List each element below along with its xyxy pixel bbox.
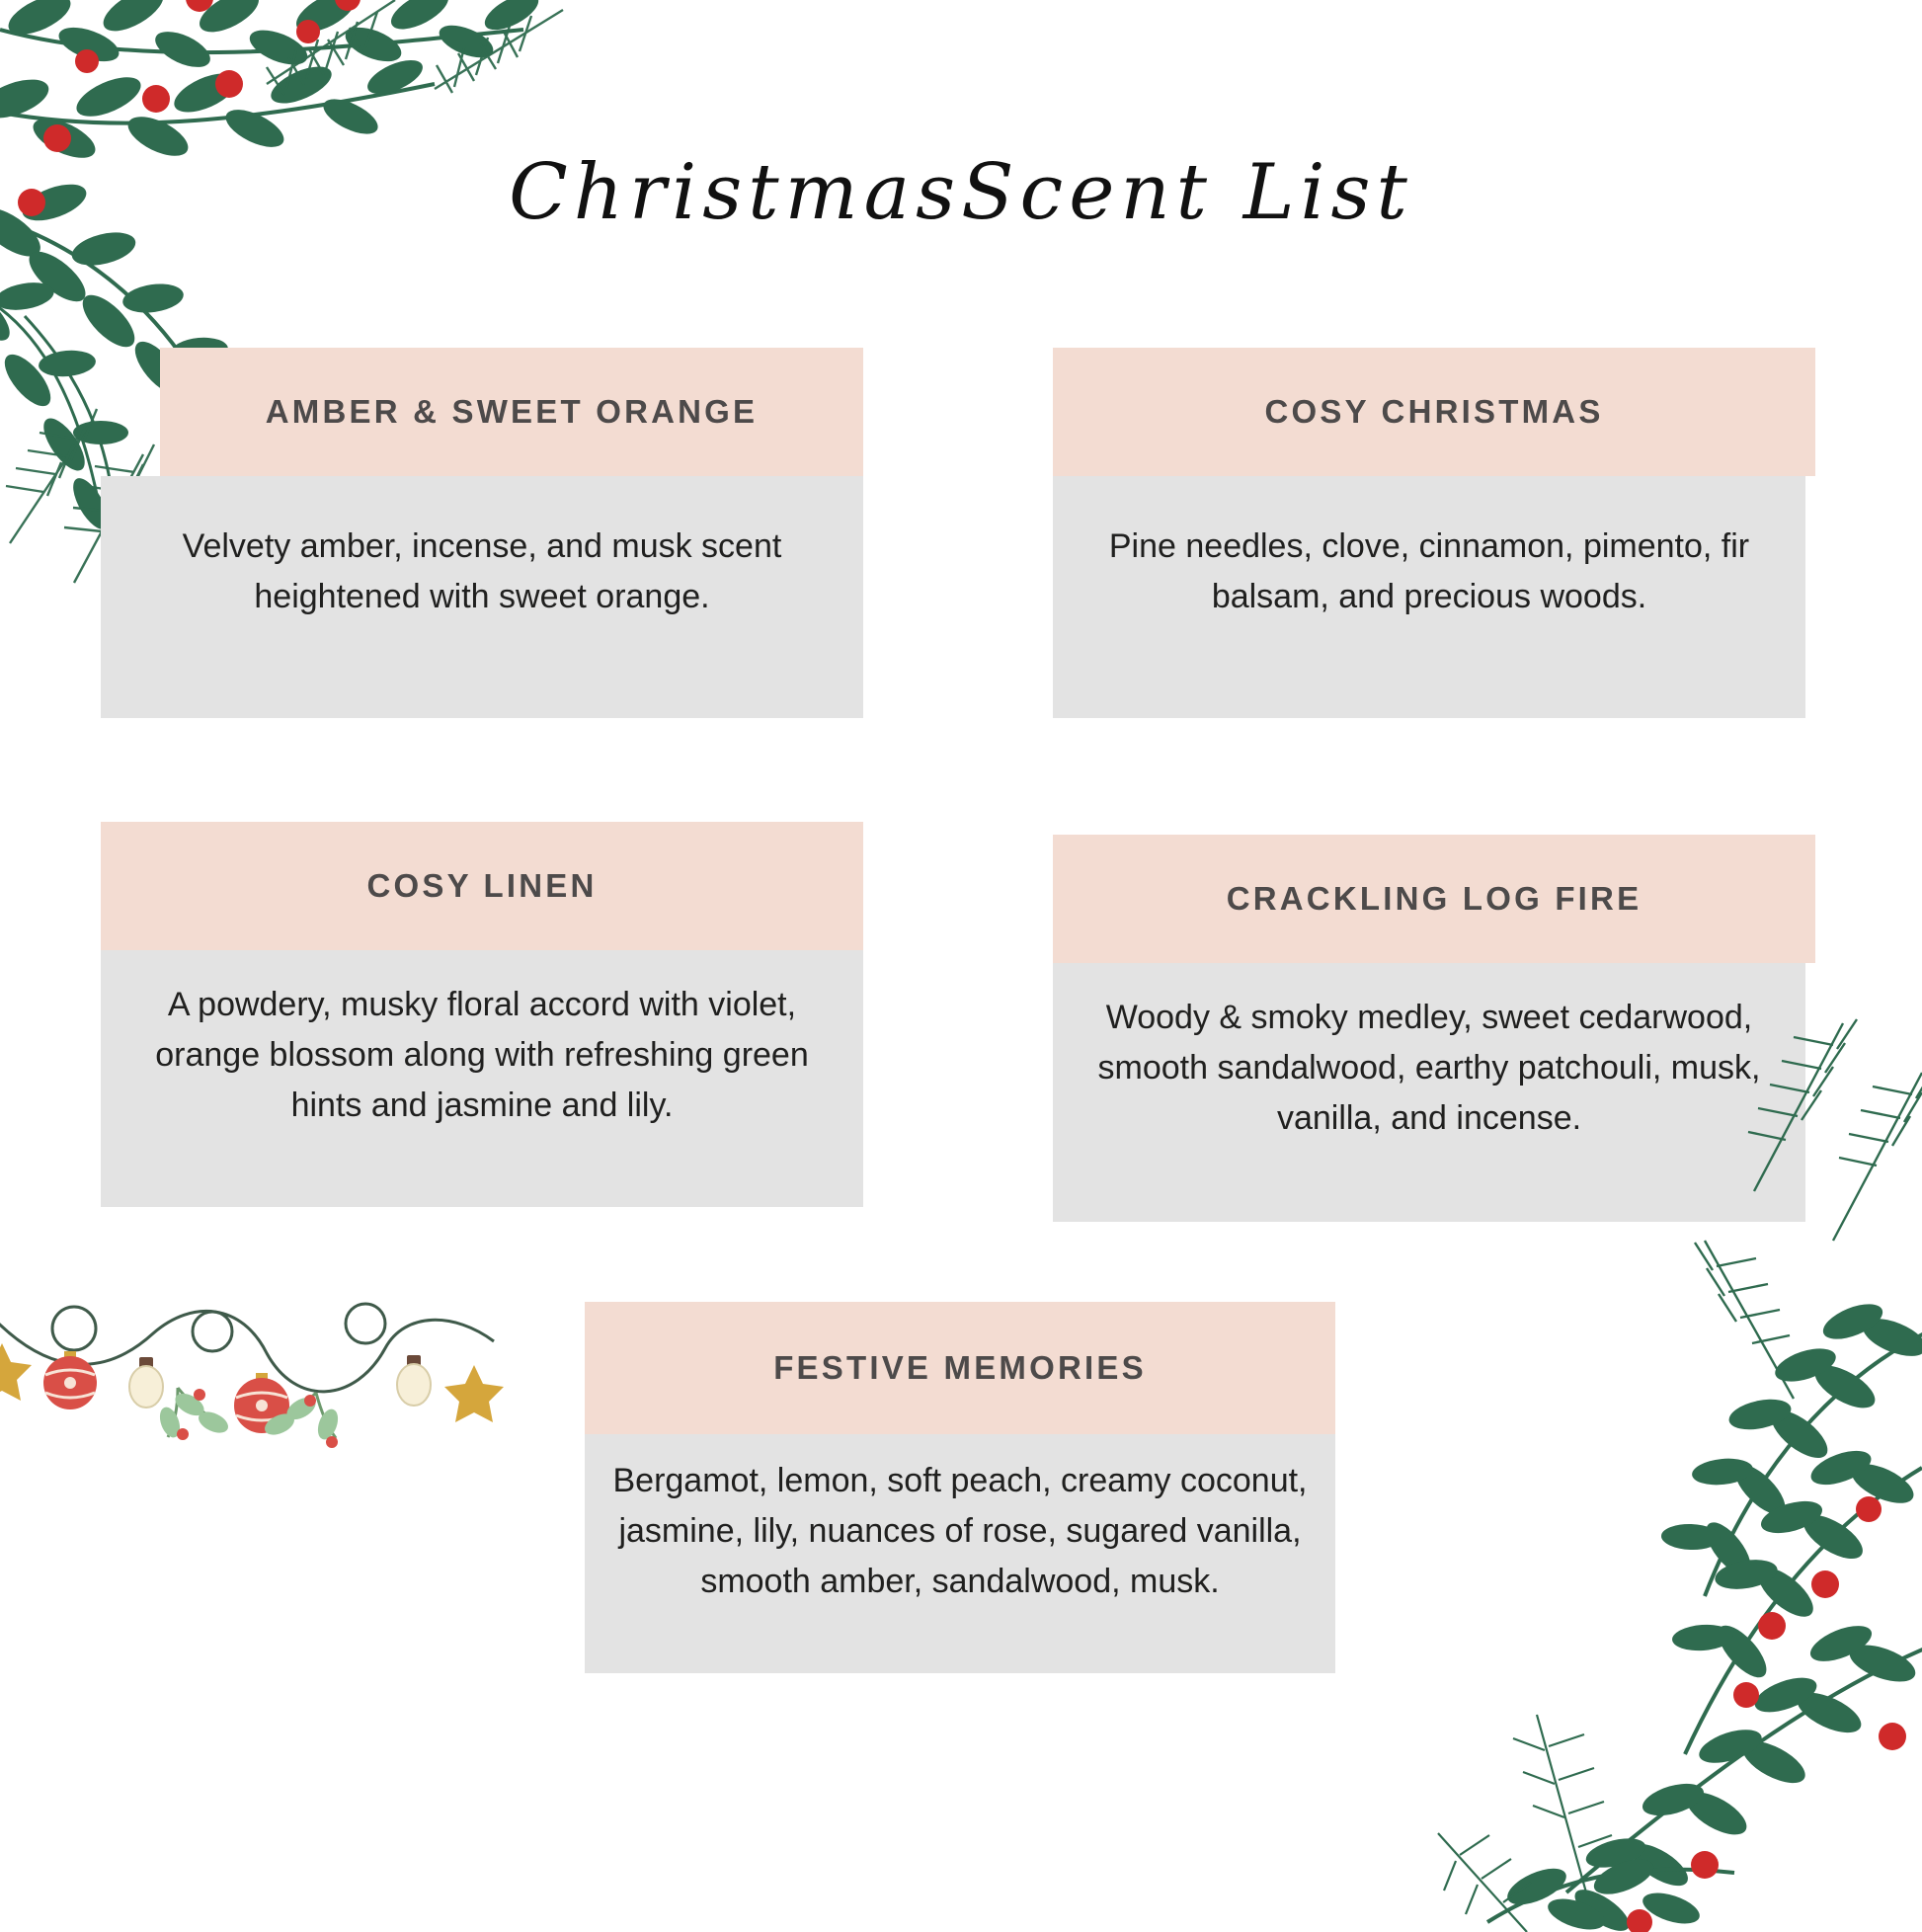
scent-card-body — [101, 476, 863, 718]
scent-card-title: CRACKLING LOG FIRE — [1226, 880, 1642, 918]
scent-card-body — [1053, 963, 1805, 1222]
scent-card-body — [1053, 476, 1805, 718]
scent-card-amber — [101, 348, 863, 718]
scent-card-title: COSY LINEN — [366, 867, 598, 905]
scent-card-header — [585, 1302, 1335, 1434]
scent-card-description: Woody & smoky medley, sweet cedarwood, smooth sandalwood, earthy patchouli, musk, vanilla, and incense. — [1097, 999, 1761, 1137]
scent-card-crackling-log-fire — [1053, 835, 1815, 1222]
scent-card-header — [1053, 348, 1815, 476]
page-title: ChristmasScent List — [509, 148, 1413, 237]
scent-card-description: Velvety amber, incense, and musk scent heightened with sweet orange. — [182, 527, 782, 615]
scent-card-title: AMBER & SWEET ORANGE — [265, 393, 759, 431]
scent-card-title: FESTIVE MEMORIES — [773, 1349, 1147, 1387]
scent-card-description: Bergamot, lemon, soft peach, creamy coconut, jasmine, lily, nuances of rose, sugared vanilla, smooth amber, sandalwood, musk. — [612, 1462, 1308, 1600]
christmas-garland-icon — [0, 1284, 573, 1511]
scent-card-body — [585, 1434, 1335, 1673]
scent-card-description: Pine needles, clove, cinnamon, pimento, fir balsam, and precious woods. — [1108, 527, 1750, 615]
scent-card-description: A powdery, musky floral accord with violet, orange blossom along with refreshing green hints and jasmine and lily. — [155, 986, 809, 1124]
scent-card-header — [160, 348, 863, 476]
scent-card-body — [101, 950, 863, 1207]
scent-card-header — [1053, 835, 1815, 963]
scent-card-title: COSY CHRISTMAS — [1264, 393, 1604, 431]
scent-card-cosy-christmas — [1053, 348, 1815, 718]
scent-card-cosy-linen — [101, 822, 863, 1207]
scent-card-festive-memories — [585, 1302, 1335, 1673]
scent-card-header — [101, 822, 863, 950]
